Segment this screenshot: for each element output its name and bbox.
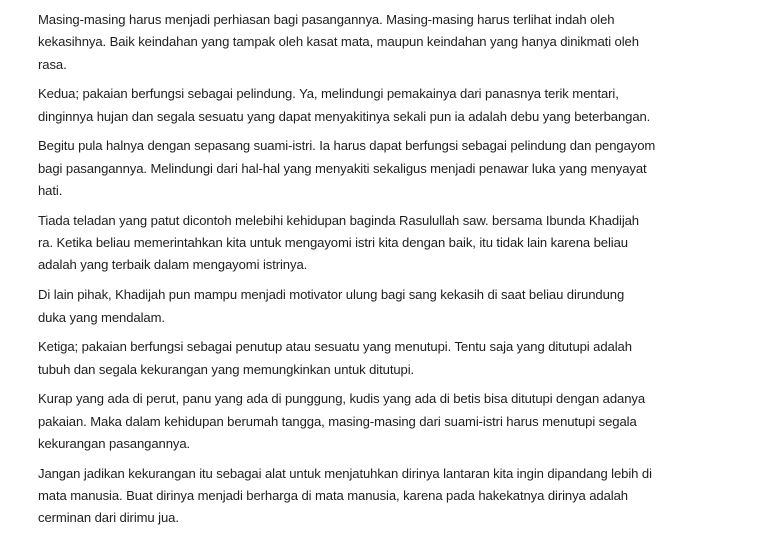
text-line: mata manusia. Buat dirinya menjadi berharga di mata manusia, karena pada hakekatnya dirinya adalah xyxy=(38,488,628,504)
text-line: Begitu pula halnya dengan sepasang suami-istri. Ia harus dapat berfungsi sebagai pelindung dan pengayom xyxy=(38,138,656,154)
document-body xyxy=(38,9,750,537)
text-line: Jangan jadikan kekurangan itu sebagai alat untuk menjatuhkan dirinya lantaran kita ingin dipandang lebih di xyxy=(38,465,652,481)
text-line: Tiada teladan yang patut dicontoh melebihi kehidupan baginda Rasulullah saw. bersama Ibunda Khadijah xyxy=(38,212,639,228)
text-line: Ketiga; pakaian berfungsi sebagai penutup atau sesuatu yang menutupi. Tentu saja yang ditutupi adalah xyxy=(38,339,632,355)
paragraph-3 xyxy=(38,135,750,202)
paragraph-4 xyxy=(38,210,750,277)
text-line: dinginnya hujan dan segala sesuatu yang dapat menyakitinya sekali pun ia adalah debu yang beterbangan. xyxy=(38,108,651,124)
paragraph-6 xyxy=(38,336,750,381)
text-line: adalah yang terbaik dalam mengayomi istrinya. xyxy=(38,257,308,273)
text-line: duka yang mendalam. xyxy=(38,309,165,325)
text-line: tubuh dan segala kekurangan yang memungkinkan untuk ditutupi. xyxy=(38,361,415,377)
text-line: rasa. xyxy=(38,56,67,72)
text-line: cerminan dari dirimu jua. xyxy=(38,510,179,526)
text-line: Di lain pihak, Khadijah pun mampu menjadi motivator ulung bagi sang kekasih di saat beliau dirundung xyxy=(38,287,625,303)
text-line: kekurangan pasangannya. xyxy=(38,436,191,452)
text-line: Masing-masing harus menjadi perhiasan bagi pasangannya. Masing-masing harus terlihat indah oleh xyxy=(38,12,615,27)
paragraph-7 xyxy=(38,388,750,455)
text-line: Kedua; pakaian berfungsi sebagai pelindung. Ya, melindungi pemakainya dari panasnya terik mentari, xyxy=(38,86,619,102)
text-line: hati. xyxy=(38,183,63,199)
text-line: Kurap yang ada di perut, panu yang ada di punggung, kudis yang ada di betis bisa ditutupi dengan adanya xyxy=(38,391,646,407)
paragraph-2 xyxy=(38,83,750,128)
text-line: kekasihnya. Baik keindahan yang tampak oleh kasat mata, maupun keindahan yang hanya dinikmati oleh xyxy=(38,34,639,50)
paragraph-1 xyxy=(38,9,750,76)
text-line: bagi pasangannya. Melindungi dari hal-hal yang menyakiti sekaligus menjadi penawar luka yang menyayat xyxy=(38,160,647,176)
paragraph-5 xyxy=(38,284,750,329)
paragraph-8 xyxy=(38,463,750,530)
text-line: ra. Ketika beliau memerintahkan kita untuk mengayomi istri kita dengan baik, itu tidak lain karena beliau xyxy=(38,235,628,251)
text-line: pakaian. Maka dalam kehidupan berumah tangga, masing-masing dari suami-istri harus menutupi segala xyxy=(38,413,637,429)
